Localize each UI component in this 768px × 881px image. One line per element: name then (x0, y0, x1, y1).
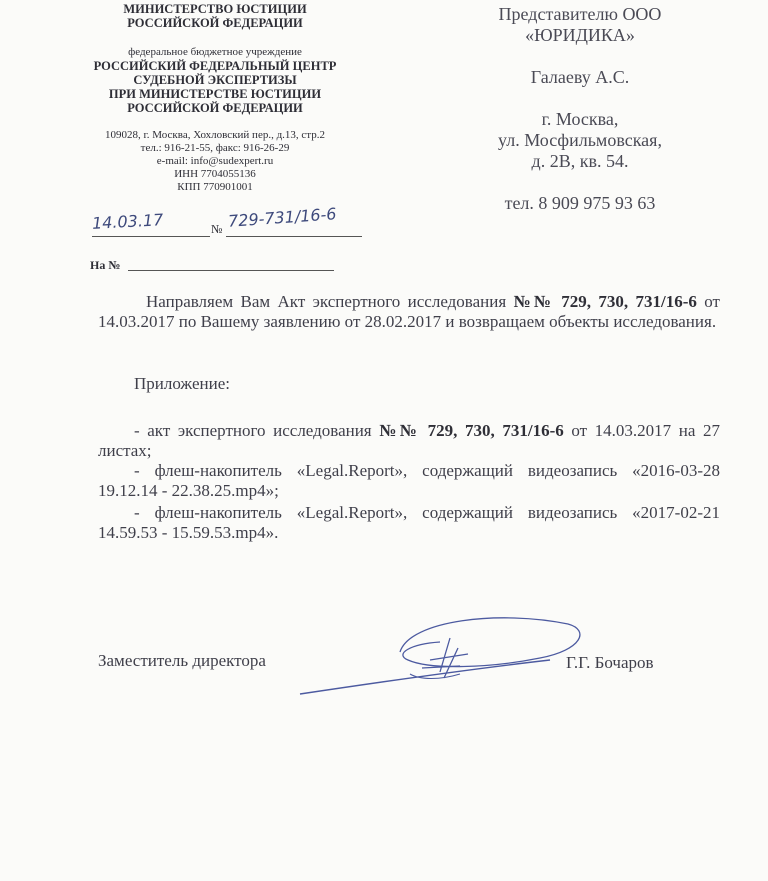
recipient-name: Галаеву А.С. (530, 67, 630, 87)
org-phone: тел.: 916-21-55, факс: 916-26-29 (140, 142, 290, 154)
center-line-1: РОССИЙСКИЙ ФЕДЕРАЛЬНЫЙ ЦЕНТР (93, 59, 337, 73)
recipient-street: ул. Мосфильмовская, (498, 130, 662, 150)
center-line-4: РОССИЙСКОЙ ФЕДЕРАЦИИ (127, 101, 303, 115)
ministry-line-2: РОССИЙСКОЙ ФЕДЕРАЦИИ (127, 16, 303, 30)
recipient-company: «ЮРИДИКА» (525, 25, 635, 45)
letterhead (70, 2, 360, 194)
attachment-item-1: - акт экспертного исследования №№ 729, 730, 731/16-6 от 14.03.2017 на 27 листах; (98, 421, 720, 460)
handwritten-signature (290, 608, 600, 700)
recipient-line-1: Представителю ООО (498, 4, 662, 24)
attachment-label: Приложение: (134, 374, 230, 393)
center-line-3: ПРИ МИНИСТЕРСТВЕ ЮСТИЦИИ (108, 87, 322, 101)
org-email: e-mail: info@sudexpert.ru (156, 155, 274, 167)
number-sign: № (211, 222, 223, 236)
institution-type: федеральное бюджетное учреждение (128, 46, 302, 58)
ministry-line-1: МИНИСТЕРСТВО ЮСТИЦИИ (123, 2, 307, 16)
out-date: 14.03.17 (91, 210, 164, 233)
recipient-block (470, 4, 690, 214)
org-address: 109028, г. Москва, Хохловский пер., д.13, стр.2 (105, 129, 325, 141)
org-inn: ИНН 7704055136 (174, 168, 256, 180)
intro-paragraph: Направляем Вам Акт экспертного исследования №№ 729, 730, 731/16-6 от 14.03.2017 по Вашему заявлению от 28.02.2017 и возвращаем объекты исследования. (98, 292, 720, 331)
reference-line (128, 270, 334, 271)
center-line-2: СУДЕБНОЙ ЭКСПЕРТИЗЫ (133, 73, 297, 87)
attachment-item-2: - флеш-накопитель «Legal.Report», содержащий видеозапись «2016-03-28 19.12.14 - 22.38.25.mp4»; (98, 461, 720, 500)
attachment-act-numbers: №№ 729, 730, 731/16-6 (379, 421, 564, 440)
out-number-line (226, 236, 362, 237)
out-number: 729-731/16-6 (227, 204, 338, 231)
org-kpp: КПП 770901001 (177, 181, 253, 193)
recipient-phone: тел. 8 909 975 93 63 (504, 193, 656, 213)
signer-position: Заместитель директора (98, 651, 266, 670)
attachment-item-3: - флеш-накопитель «Legal.Report», содержащий видеозапись «2017-02-21 14.59.53 - 15.59.53.mp4». (98, 503, 720, 542)
recipient-city: г. Москва, (541, 109, 619, 129)
out-date-line (92, 236, 210, 237)
signer-name: Г.Г. Бочаров (566, 653, 654, 672)
intro-act-numbers: №№ 729, 730, 731/16-6 (513, 292, 697, 311)
reference-label: На № (90, 258, 121, 272)
recipient-house: д. 2В, кв. 54. (531, 151, 629, 171)
